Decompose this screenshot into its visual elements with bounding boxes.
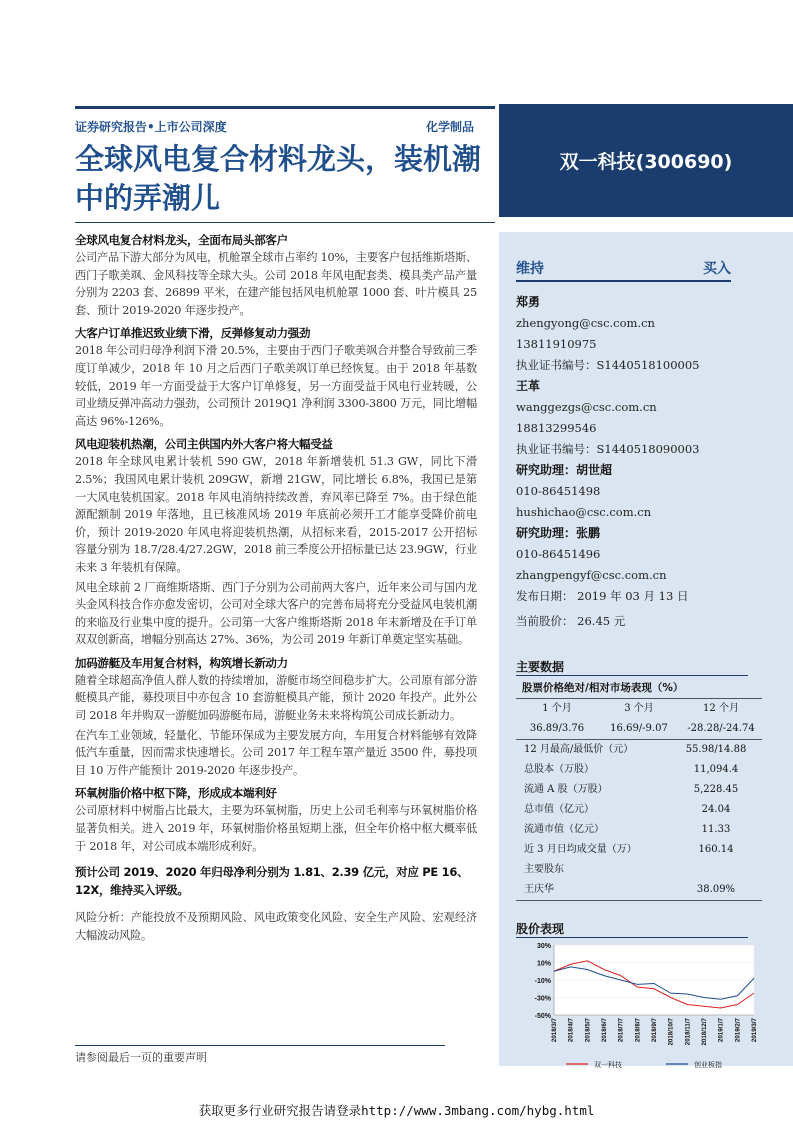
table-row bbox=[516, 740, 762, 760]
section-title: 大客户订单推迟致业绩下滑，反弹修复动力强劲 bbox=[75, 326, 311, 341]
x-tick-label: 2018/4/7 bbox=[567, 1018, 575, 1043]
x-tick-label: 2018/9/7 bbox=[651, 1018, 658, 1043]
analyst-license: 执业证书编号：S1440518090003 bbox=[516, 442, 700, 456]
x-tick-label: 2018/8/7 bbox=[634, 1018, 642, 1043]
item-value: 5,228.45 bbox=[693, 784, 739, 795]
analyst-phone: 18813299546 bbox=[516, 421, 597, 435]
item-value: 24.04 bbox=[701, 804, 731, 815]
x-tick-label: 2018/6/7 bbox=[601, 1018, 608, 1043]
main-content bbox=[75, 232, 477, 946]
table-row bbox=[516, 780, 762, 800]
table-row bbox=[516, 880, 762, 901]
assistant-phone: 010-86451498 bbox=[516, 484, 601, 498]
analyst-license: 执业证书编号：S1440518100005 bbox=[516, 358, 700, 372]
stock-name-box bbox=[499, 104, 793, 217]
assistant-name: 研究助理：胡世超 bbox=[516, 463, 613, 477]
perf-value: 36.89/3.76 bbox=[529, 723, 585, 734]
price-performance-chart bbox=[516, 940, 766, 1075]
y-tick-label: -30% bbox=[534, 995, 551, 1003]
rating: 买入 bbox=[703, 261, 731, 277]
x-tick-label: 2018/3/7 bbox=[551, 1018, 558, 1043]
item-label: 总股本（万股） bbox=[524, 764, 594, 775]
section-title: 全球风电复合材料龙头，全面布局头部客户 bbox=[75, 233, 288, 247]
section-paragraph: 2018 年公司归母净利润下滑 20.5%，主要由于西门子歌美飒合并整合导致前三季度订单减少，2018 年 10 月之后西门子歌美飒订单已经恢复。由于 2018 年基数较低，2019 年一方面受益于大客户订单修复，另一方面受益于风电行业转暖，公司业绩反弹冲高动力强劲，公司预计 2019Q1 净利润 3300-3800 万元，同比增幅高达 96%-126%。 bbox=[75, 344, 477, 428]
analyst-name: 王革 bbox=[516, 379, 541, 393]
title-rule bbox=[75, 222, 495, 223]
table-header-row bbox=[516, 699, 762, 719]
assistant-email[interactable]: hushichao@csc.com.cn bbox=[516, 505, 652, 519]
item-value: 160.14 bbox=[698, 844, 734, 855]
footer-rule bbox=[75, 1045, 445, 1046]
y-tick-label: -50% bbox=[534, 1013, 551, 1020]
x-tick-label: 2018/11/7 bbox=[684, 1018, 692, 1046]
item-label: 主要股东 bbox=[524, 864, 564, 875]
item-label: 流通 A 股（万股） bbox=[524, 784, 608, 795]
section-paragraph: 公司原材料中树脂占比最大，主要为环氧树脂，历史上公司毛利率与环氧树脂价格显著负相关。进入 2019 年，环氧树脂价格虽短期上涨，但全年价格中枢大概率低于 2018 年，对公司成本端形成利好。 bbox=[75, 804, 477, 853]
risk-analysis: 风险分析：产能投放不及预期风险、风电政策变化风险、安全生产风险、宏观经济大幅波动风险。 bbox=[75, 911, 477, 942]
x-tick-label: 2018/10/7 bbox=[667, 1018, 675, 1046]
section-paragraph: 2018 年全球风电累计装机 590 GW，2018 年新增装机 51.3 GW，同比下滑 2.5%；我国风电累计装机 209GW，新增 21GW，同比增长 6.8%，我国已是第一大风电装机国家。2018 年风电消纳持续改善，弃风率已降至 7%。由于绿色能源配额制 2019 年落地，且已核准风场 2019 年底前必须开工才能享受降价前电价，预计 2019-2020 年风电将迎装机热潮，从招标来看，2015-2017 公开招标容量分别为 18.7/28.4/27.2GW，2018 前三季度公开招标量已达 23.9GW，行业未来 3 年装机有保障。 bbox=[75, 455, 477, 574]
section-title: 风电迎装机热潮，公司主供国内外大客户将大幅受益 bbox=[75, 437, 333, 452]
table-row bbox=[516, 760, 762, 780]
item-value: 11,094.4 bbox=[693, 764, 739, 775]
analyst-list bbox=[516, 292, 776, 632]
item-label: 12 月最高/最低价（元） bbox=[524, 744, 634, 755]
footer-note: 请参阅最后一页的重要声明 bbox=[75, 1051, 207, 1064]
analyst-name: 郑勇 bbox=[516, 295, 541, 309]
table-row bbox=[516, 820, 762, 840]
period-header: 3 个月 bbox=[624, 703, 654, 714]
analyst-phone: 13811910975 bbox=[516, 337, 597, 351]
doc-type: 证券研究报告•上市公司深度 bbox=[75, 120, 227, 134]
page-title: 全球风电复合材料龙头，装机潮中的弄潮儿 bbox=[75, 142, 482, 215]
key-data-title: 主要数据 bbox=[516, 659, 748, 676]
perf-title: 股价表现 bbox=[516, 921, 748, 938]
perf-value: 16.69/-9.07 bbox=[610, 723, 668, 734]
key-data-subtitle: 股票价格绝对/相对市场表现（%） bbox=[522, 682, 684, 694]
x-tick-label: 2018/5/7 bbox=[584, 1018, 592, 1043]
legend-label: 双一科技 bbox=[594, 1062, 622, 1069]
item-label: 近 3 月日均成交量（万） bbox=[524, 844, 637, 855]
stock-name: 双一科技(300690) bbox=[559, 151, 733, 173]
section-title: 环氧树脂价格中枢下降，形成成本端利好 bbox=[75, 786, 277, 801]
section-paragraph: 公司产品下游大部分为风电，机舱罩全球市占率约 10%，主要客户包括维斯塔斯、西门子歌美飒、金风科技等全球大头。公司 2018 年风电配套类、模具类产品产量分别为 2203 套、26899 平米，在建产能包括风电机舱罩 1000 套、叶片模具 25 套、预计 2019-2020 年逐步投产。 bbox=[75, 251, 477, 317]
table-row bbox=[516, 800, 762, 820]
table-row bbox=[516, 860, 762, 880]
section-paragraph: 随着全球超高净值人群人数的持续增加，游艇市场空间稳步扩大。公司原有部分游艇模具产能，募投项目中亦包含 10 套游艇模具产能，预计 2020 年投产。此外公司 2018 年并购双一游艇加码游艇布局，游艇业务未来将构筑公司成长新动力。 bbox=[75, 673, 477, 723]
key-data-table bbox=[516, 698, 762, 901]
assistant-phone: 010-86451496 bbox=[516, 547, 601, 561]
x-tick-label: 2018/7/7 bbox=[617, 1018, 625, 1043]
x-tick-label: 2019/1/7 bbox=[717, 1018, 725, 1043]
current-price: 当前股价： 26.45 元 bbox=[516, 614, 626, 628]
section-title: 加码游艇及车用复合材料，构筑增长新动力 bbox=[75, 655, 288, 670]
analyst-email[interactable]: zhengyong@csc.com.cn bbox=[516, 316, 655, 330]
y-tick-label: 10% bbox=[536, 960, 551, 968]
item-value: 38.09% bbox=[696, 884, 736, 895]
y-tick-label: -10% bbox=[534, 978, 551, 985]
table-row bbox=[516, 719, 762, 740]
section-paragraph: 风电全球前 2 厂商维斯塔斯、西门子分别为公司前两大客户，近年来公司与国内龙头金风科技合作亦愈发密切，公司对全球大客户的完善布局将充分受益风电装机潮的来临及行业集中度的提升。公司第一大客户维斯塔斯 2018 年末新增及在手订单双双创新高，增幅分别高达 27%、36%，为公司 2019 年新订单奠定坚实基础。 bbox=[75, 580, 477, 647]
table-row bbox=[516, 840, 762, 860]
conclusion: 预计公司 2019、2020 年归母净利分别为 1.81、2.39 亿元，对应 PE 16、12X，维持买入评级。 bbox=[75, 865, 469, 898]
item-label: 总市值（亿元） bbox=[524, 804, 594, 815]
item-label: 流通市值（亿元） bbox=[524, 824, 604, 835]
x-tick-label: 2019/2/7 bbox=[734, 1018, 742, 1043]
publish-date: 发布日期： 2019 年 03 月 13 日 bbox=[516, 589, 689, 603]
period-header: 12 个月 bbox=[703, 703, 739, 714]
section-paragraph: 在汽车工业领域，轻量化、节能环保成为主要发展方向，车用复合材料能够有效降低汽车重量，因而需求快速增长。公司 2017 年工程车罩产量近 3500 件，募投项目 10 万件产能预计 2019-2020 年逐步投产。 bbox=[75, 728, 477, 777]
y-tick-label: 30% bbox=[536, 943, 551, 950]
item-label: 王庆华 bbox=[524, 884, 554, 895]
legend-label: 创业板指 bbox=[694, 1062, 722, 1069]
analyst-email[interactable]: wanggezgs@csc.com.cn bbox=[516, 400, 657, 414]
industry-label: 化学制品 bbox=[425, 120, 474, 134]
bottom-link[interactable]: 获取更多行业研究报告请登录http://www.3mbang.com/hybg.html bbox=[198, 1103, 595, 1118]
rating-action: 维持 bbox=[516, 261, 544, 277]
item-value bbox=[670, 860, 762, 880]
rating-row bbox=[516, 258, 731, 282]
perf-value: -28.28/-24.74 bbox=[687, 723, 755, 734]
header-rule bbox=[75, 106, 495, 109]
period-header: 1 个月 bbox=[542, 703, 572, 714]
assistant-email[interactable]: zhangpengyf@csc.com.cn bbox=[516, 568, 667, 582]
item-value: 11.33 bbox=[701, 824, 731, 835]
item-value: 55.98/14.88 bbox=[685, 744, 747, 755]
x-tick-label: 2019/3/7 bbox=[751, 1018, 758, 1043]
assistant-name: 研究助理：张鹏 bbox=[516, 526, 601, 540]
x-tick-label: 2018/12/7 bbox=[701, 1018, 708, 1046]
